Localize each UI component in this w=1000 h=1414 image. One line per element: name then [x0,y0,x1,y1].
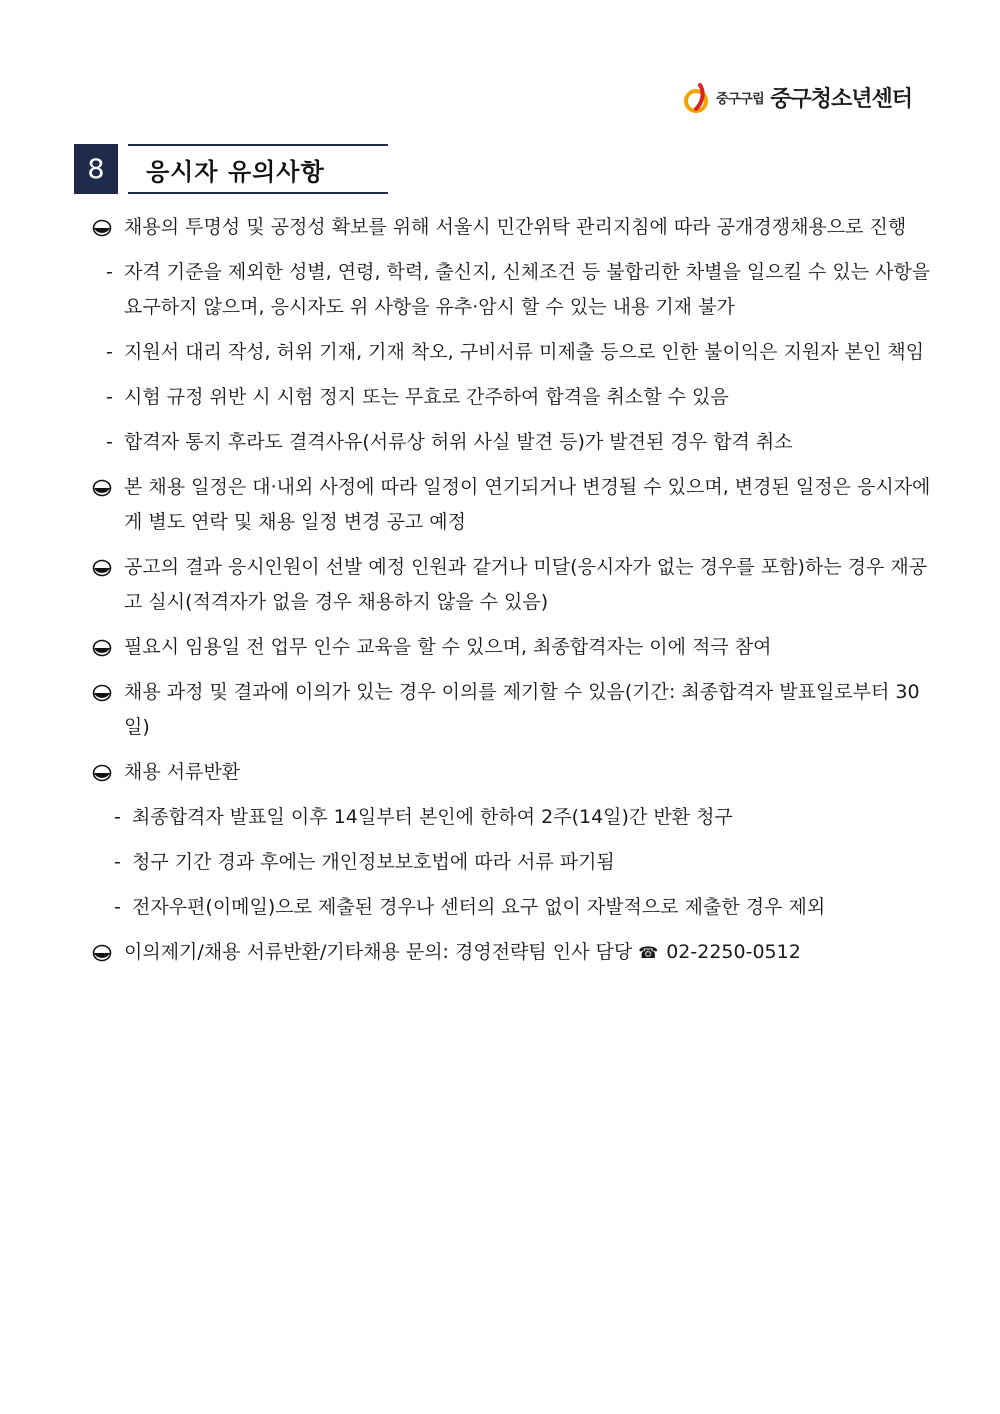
notice-subitem: - 시험 규정 위반 시 시험 정지 또는 무효로 간주하여 합격을 취소할 수 있음 [106,386,729,408]
contact-item [92,935,937,970]
bullet-icon [92,944,112,962]
notice-subitem: - 합격자 통지 후라도 결격사유(서류상 허위 사실 발견 등)가 발견된 경우 합격 취소 [106,431,793,453]
notice-subitem: - 전자우편(이메일)으로 제출된 경우나 센터의 요구 없이 자발적으로 제출한 경우 제외 [114,896,826,918]
bullet-icon [92,764,112,782]
bullet-icon [92,479,112,497]
contact-phone: 02-2250-0512 [666,941,801,963]
notice-item: 필요시 임용일 전 업무 인수 교육을 할 수 있으며, 최종합격자는 이에 적극 참여 [92,630,937,665]
bullet-icon [92,219,112,237]
notice-subitem: - 청구 기간 경과 후에는 개인정보보호법에 따라 서류 파기됨 [114,851,615,873]
phone-icon: ☎ [638,943,659,962]
notice-item: 채용 서류반환 [92,755,937,790]
notice-item: 채용 과정 및 결과에 이의가 있는 경우 이의를 제기할 수 있음(기간: 최종합격자 발표일로부터 30일) [92,675,937,745]
logo-icon [684,83,710,113]
section-header [74,144,388,194]
section-number: 8 [74,144,118,194]
notice-subitem: - 지원서 대리 작성, 허위 기재, 기재 착오, 구비서류 미제출 등으로 인한 불이익은 지원자 본인 책임 [106,341,925,363]
notice-list [92,210,937,980]
contact-text: 이의제기/채용 서류반환/기타채용 문의: 경영전략팀 인사 담당 [124,941,633,963]
notice-subitem: - 자격 기준을 제외한 성별, 연령, 학력, 출신지, 신체조건 등 불합리한 차별을 일으킬 수 있는 사항을 요구하지 않으며, 응시자도 위 사항을 유추·암시 할 수 있는 내용 기재 불가 [106,261,937,318]
bullet-icon [92,639,112,657]
notice-item: 공고의 결과 응시인원이 선발 예정 인원과 같거나 미달(응시자가 없는 경우를 포함)하는 경우 재공고 실시(적격자가 없을 경우 채용하지 않을 수 있음) [92,550,937,620]
org-name: 중구청소년센터 [770,87,912,112]
section-title: 응시자 유의사항 [146,157,325,186]
notice-subitem: - 최종합격자 발표일 이후 14일부터 본인에 한하여 2주(14일)간 반환 청구 [114,806,733,828]
notice-item: 채용의 투명성 및 공정성 확보를 위해 서울시 민간위탁 관리지침에 따라 공개경쟁채용으로 진행 [92,210,937,245]
bullet-icon [92,559,112,577]
notice-item: 본 채용 일정은 대·내외 사정에 따라 일정이 연기되거나 변경될 수 있으며, 변경된 일정은 응시자에게 별도 연락 및 채용 일정 변경 공고 예정 [92,470,937,540]
org-small-label: 중구구립 [716,92,765,107]
bullet-icon [92,684,112,702]
org-logo [684,82,912,113]
